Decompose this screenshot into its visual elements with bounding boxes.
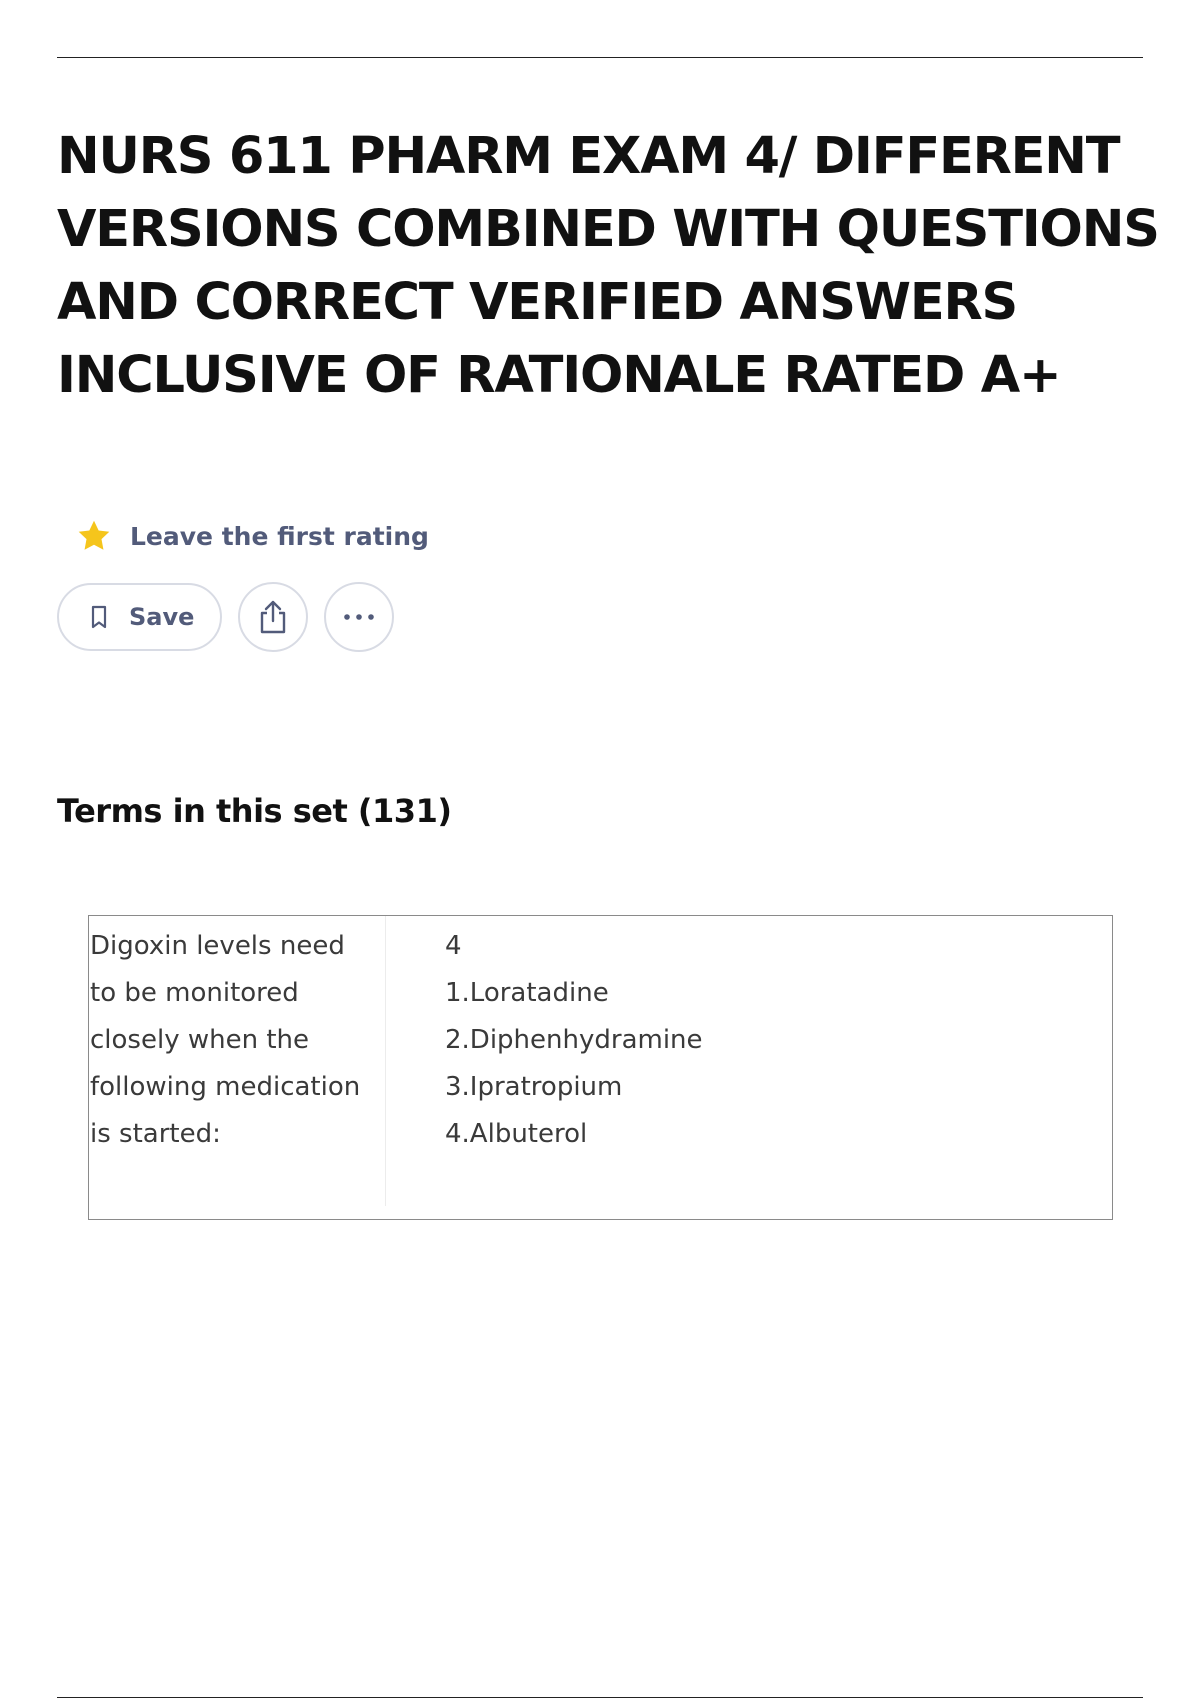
term-column: [89, 916, 386, 1206]
bottom-divider: [57, 1697, 1143, 1698]
terms-heading: Terms in this set (131): [57, 792, 452, 830]
more-options-button[interactable]: [324, 582, 394, 652]
save-button-label: Save: [129, 603, 195, 631]
top-divider: [57, 57, 1143, 58]
term-card[interactable]: [88, 915, 1113, 1220]
definition-column: [445, 923, 1085, 1158]
page-title: NURS 611 PHARM EXAM 4/ DIFFERENT VERSIONS COMBINED WITH QUESTIONS AND CORRECT VERIFIED ANSWERS INCLUSIVE OF RATIONALE RATED A+: [57, 127, 1159, 405]
definition-option: 1.Loratadine: [445, 978, 609, 1008]
share-icon: [257, 599, 289, 635]
definition-answer: 4: [445, 931, 462, 961]
rating-row[interactable]: [76, 518, 429, 554]
definition-option: 4.Albuterol: [445, 1119, 588, 1149]
bookmark-icon: [89, 605, 109, 629]
term-text: Digoxin levels need to be monitored closely when the following medication is started:: [90, 931, 361, 1149]
share-button[interactable]: [238, 582, 308, 652]
definition-option: 2.Diphenhydramine: [445, 1025, 703, 1055]
save-button[interactable]: [57, 583, 222, 651]
star-icon: [76, 518, 112, 554]
more-options-icon: [341, 613, 377, 621]
action-bar: [57, 582, 410, 652]
rating-prompt[interactable]: Leave the first rating: [130, 521, 429, 551]
definition-option: 3.Ipratropium: [445, 1072, 623, 1102]
